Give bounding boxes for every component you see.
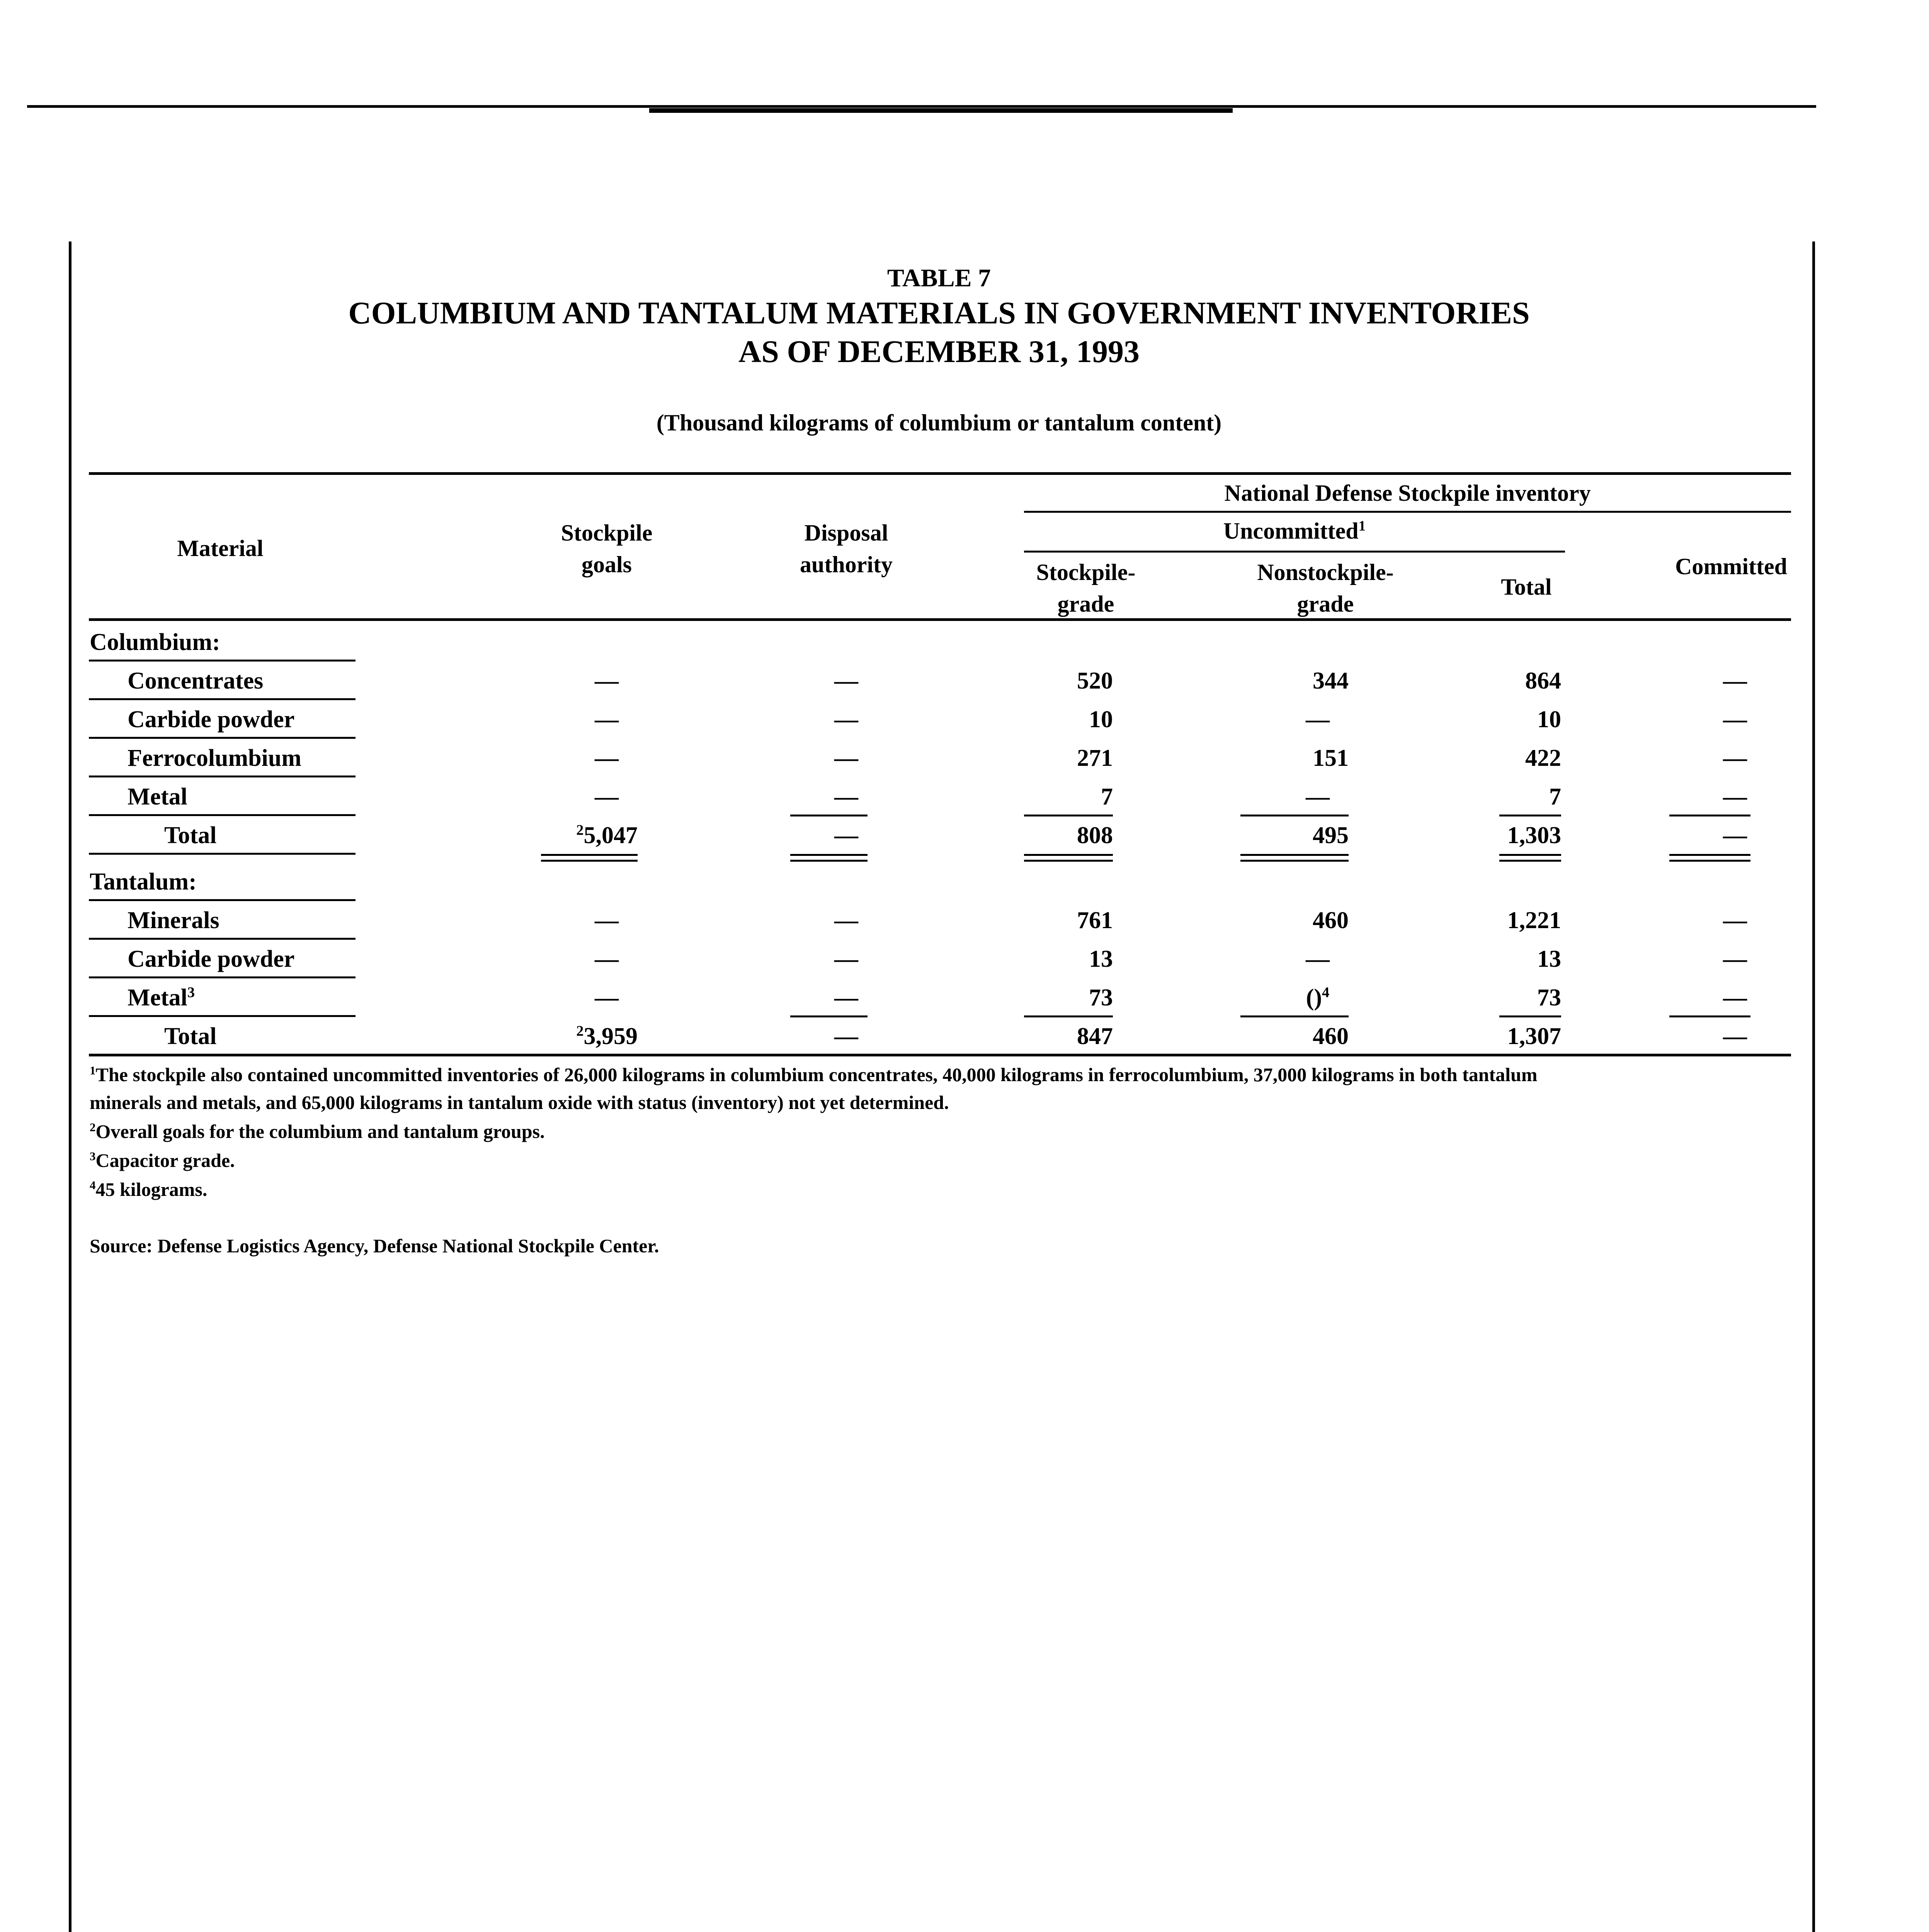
total-row-label: Total bbox=[164, 1023, 217, 1049]
sum-line bbox=[1024, 1015, 1113, 1017]
cell-total-total: 1,303 bbox=[1507, 822, 1561, 849]
cell-committed: — bbox=[1723, 946, 1747, 972]
footnote-1-line1: $^1$The stockpile also contained uncommitted inventories of 26,000 kilograms in columbium concentrates, 40,000 kilograms in ferrocolumbium, 37,000 kilograms in both tantalum bbox=[90, 1063, 1538, 1085]
double-rule bbox=[1669, 854, 1750, 856]
footnote-3: $^3$Capacitor grade. bbox=[90, 1149, 235, 1171]
double-rule bbox=[1240, 860, 1349, 862]
row-label: Metal bbox=[128, 784, 187, 810]
cell-disposal-total: — bbox=[834, 1023, 858, 1049]
top-rule-thick bbox=[649, 108, 1233, 113]
row-underline bbox=[89, 776, 356, 777]
left-margin-rule bbox=[69, 242, 71, 1932]
cell-disposal: — bbox=[834, 784, 858, 810]
row-underline bbox=[89, 737, 356, 739]
row-underline bbox=[89, 853, 356, 855]
cell-goals: — bbox=[595, 668, 619, 694]
header-top-rule bbox=[89, 472, 1791, 475]
col-sg-header-line1: Stockpile- bbox=[1036, 560, 1136, 585]
cell-disposal: — bbox=[834, 907, 858, 934]
cell-stockpile-grade: 7 bbox=[1101, 784, 1113, 810]
cell-disposal: — bbox=[834, 946, 858, 972]
footnote-4: $^4$45 kilograms. bbox=[90, 1178, 208, 1200]
cell-disposal-total: — bbox=[834, 822, 858, 849]
cell-total: 73 bbox=[1537, 985, 1561, 1011]
col-nsg-header-line1: Nonstockpile- bbox=[1257, 560, 1394, 585]
cell-total: 7 bbox=[1549, 784, 1561, 810]
row-label: Metal$^3$ bbox=[128, 984, 195, 1011]
row-underline bbox=[89, 698, 356, 700]
double-rule bbox=[790, 860, 868, 862]
cell-goals: — bbox=[595, 706, 619, 733]
cell-committed-total: — bbox=[1723, 822, 1747, 849]
cell-nonstockpile-grade-total: 460 bbox=[1313, 1023, 1349, 1049]
sum-line bbox=[1499, 815, 1561, 816]
col-committed-header: Committed bbox=[1675, 554, 1787, 579]
table-label: TABLE 7 bbox=[887, 264, 991, 292]
ndsi-rule bbox=[1024, 511, 1791, 513]
cell-disposal: — bbox=[834, 706, 858, 733]
col-disposal-header-line2: authority bbox=[800, 552, 893, 577]
cell-nonstockpile-grade: 151 bbox=[1313, 745, 1349, 771]
row-label: Concentrates bbox=[128, 668, 264, 694]
total-row-label: Total bbox=[164, 822, 217, 849]
double-rule bbox=[1499, 860, 1561, 862]
right-margin-rule bbox=[1812, 242, 1815, 1932]
cell-committed-total: — bbox=[1723, 1023, 1747, 1049]
uncommitted-rule bbox=[1024, 551, 1565, 553]
cell-goals-total: $^2$3,959 bbox=[576, 1023, 638, 1049]
row-underline bbox=[89, 1015, 356, 1017]
sum-line bbox=[1499, 1015, 1561, 1017]
cell-committed: — bbox=[1723, 706, 1747, 733]
sum-line bbox=[1024, 815, 1113, 816]
cell-goals: — bbox=[595, 745, 619, 771]
col-goals-header-line2: goals bbox=[581, 552, 632, 577]
row-label: Minerals bbox=[128, 907, 219, 934]
double-rule bbox=[1024, 860, 1113, 862]
cell-stockpile-grade-total: 808 bbox=[1077, 822, 1113, 849]
cell-total: 422 bbox=[1525, 745, 1561, 771]
cell-total: 13 bbox=[1537, 946, 1561, 972]
cell-nonstockpile-grade: 460 bbox=[1313, 907, 1349, 934]
cell-total: 864 bbox=[1525, 668, 1561, 694]
cell-stockpile-grade: 13 bbox=[1089, 946, 1113, 972]
source-note: Source: Defense Logistics Agency, Defense National Stockpile Center. bbox=[90, 1235, 659, 1257]
row-underline bbox=[89, 938, 356, 940]
cell-nonstockpile-grade: — bbox=[1306, 946, 1330, 972]
cell-committed: — bbox=[1723, 668, 1747, 694]
cell-disposal: — bbox=[834, 745, 858, 771]
cell-nonstockpile-grade-footnote: ()$^4$ bbox=[1306, 984, 1330, 1011]
row-underline bbox=[89, 976, 356, 978]
section-label-tantalum: Tantalum: bbox=[90, 869, 197, 895]
double-rule bbox=[1024, 854, 1113, 856]
cell-committed: — bbox=[1723, 745, 1747, 771]
footnote-1-line2: minerals and metals, and 65,000 kilograms in tantalum oxide with status (inventory) not yet determined. bbox=[90, 1092, 949, 1113]
cell-disposal: — bbox=[834, 985, 858, 1011]
sum-line bbox=[1669, 815, 1750, 816]
sum-line bbox=[790, 815, 868, 816]
top-rule bbox=[27, 105, 1816, 108]
cell-committed: — bbox=[1723, 985, 1747, 1011]
uncommitted-header: Uncommitted$^1$ bbox=[1223, 518, 1366, 544]
cell-goals: — bbox=[595, 946, 619, 972]
ndsi-header: National Defense Stockpile inventory bbox=[1224, 480, 1591, 506]
cell-stockpile-grade: 271 bbox=[1077, 745, 1113, 771]
cell-committed: — bbox=[1723, 784, 1747, 810]
table-bottom-rule bbox=[89, 1054, 1791, 1056]
col-nsg-header-line2: grade bbox=[1297, 591, 1354, 617]
cell-committed: — bbox=[1723, 907, 1747, 934]
double-rule bbox=[1669, 860, 1750, 862]
section-underline bbox=[89, 899, 356, 901]
footnote-2: $^2$Overall goals for the columbium and tantalum groups. bbox=[90, 1120, 545, 1142]
double-rule bbox=[1499, 854, 1561, 856]
col-material-header: Material bbox=[177, 536, 264, 561]
cell-disposal: — bbox=[834, 668, 858, 694]
double-rule bbox=[1240, 854, 1349, 856]
sum-line bbox=[1240, 815, 1349, 816]
row-label: Ferrocolumbium bbox=[128, 745, 302, 771]
cell-goals: — bbox=[595, 985, 619, 1011]
section-label-columbium: Columbium: bbox=[90, 629, 220, 655]
double-rule bbox=[541, 854, 638, 856]
header-bottom-rule bbox=[89, 618, 1791, 621]
col-disposal-header-line1: Disposal bbox=[804, 520, 888, 546]
table-units: (Thousand kilograms of columbium or tantalum content) bbox=[656, 410, 1222, 435]
cell-stockpile-grade: 761 bbox=[1077, 907, 1113, 934]
table-title-line1: COLUMBIUM AND TANTALUM MATERIALS IN GOVERNMENT INVENTORIES bbox=[348, 295, 1530, 330]
cell-nonstockpile-grade: 344 bbox=[1313, 668, 1349, 694]
cell-goals-total: $^2$5,047 bbox=[576, 822, 638, 849]
double-rule bbox=[790, 854, 868, 856]
cell-stockpile-grade: 10 bbox=[1089, 706, 1113, 733]
table-title-line2: AS OF DECEMBER 31, 1993 bbox=[738, 334, 1140, 369]
sum-line bbox=[790, 1015, 868, 1017]
section-underline bbox=[89, 660, 356, 662]
sum-line bbox=[1240, 1015, 1349, 1017]
cell-nonstockpile-grade: — bbox=[1306, 784, 1330, 810]
cell-total: 10 bbox=[1537, 706, 1561, 733]
cell-stockpile-grade: 520 bbox=[1077, 668, 1113, 694]
cell-goals: — bbox=[595, 907, 619, 934]
cell-nonstockpile-grade-total: 495 bbox=[1313, 822, 1349, 849]
cell-total-total: 1,307 bbox=[1507, 1023, 1561, 1049]
row-underline bbox=[89, 814, 356, 816]
cell-total: 1,221 bbox=[1507, 907, 1561, 934]
cell-stockpile-grade-total: 847 bbox=[1077, 1023, 1113, 1049]
row-label: Carbide powder bbox=[128, 706, 295, 733]
row-label: Carbide powder bbox=[128, 946, 295, 972]
sum-line bbox=[1669, 1015, 1750, 1017]
col-sg-header-line2: grade bbox=[1057, 591, 1114, 617]
col-total-header: Total bbox=[1501, 574, 1552, 600]
cell-stockpile-grade: 73 bbox=[1089, 985, 1113, 1011]
col-goals-header-line1: Stockpile bbox=[561, 520, 653, 546]
cell-nonstockpile-grade: — bbox=[1306, 706, 1330, 733]
double-rule bbox=[541, 860, 638, 862]
cell-goals: — bbox=[595, 784, 619, 810]
